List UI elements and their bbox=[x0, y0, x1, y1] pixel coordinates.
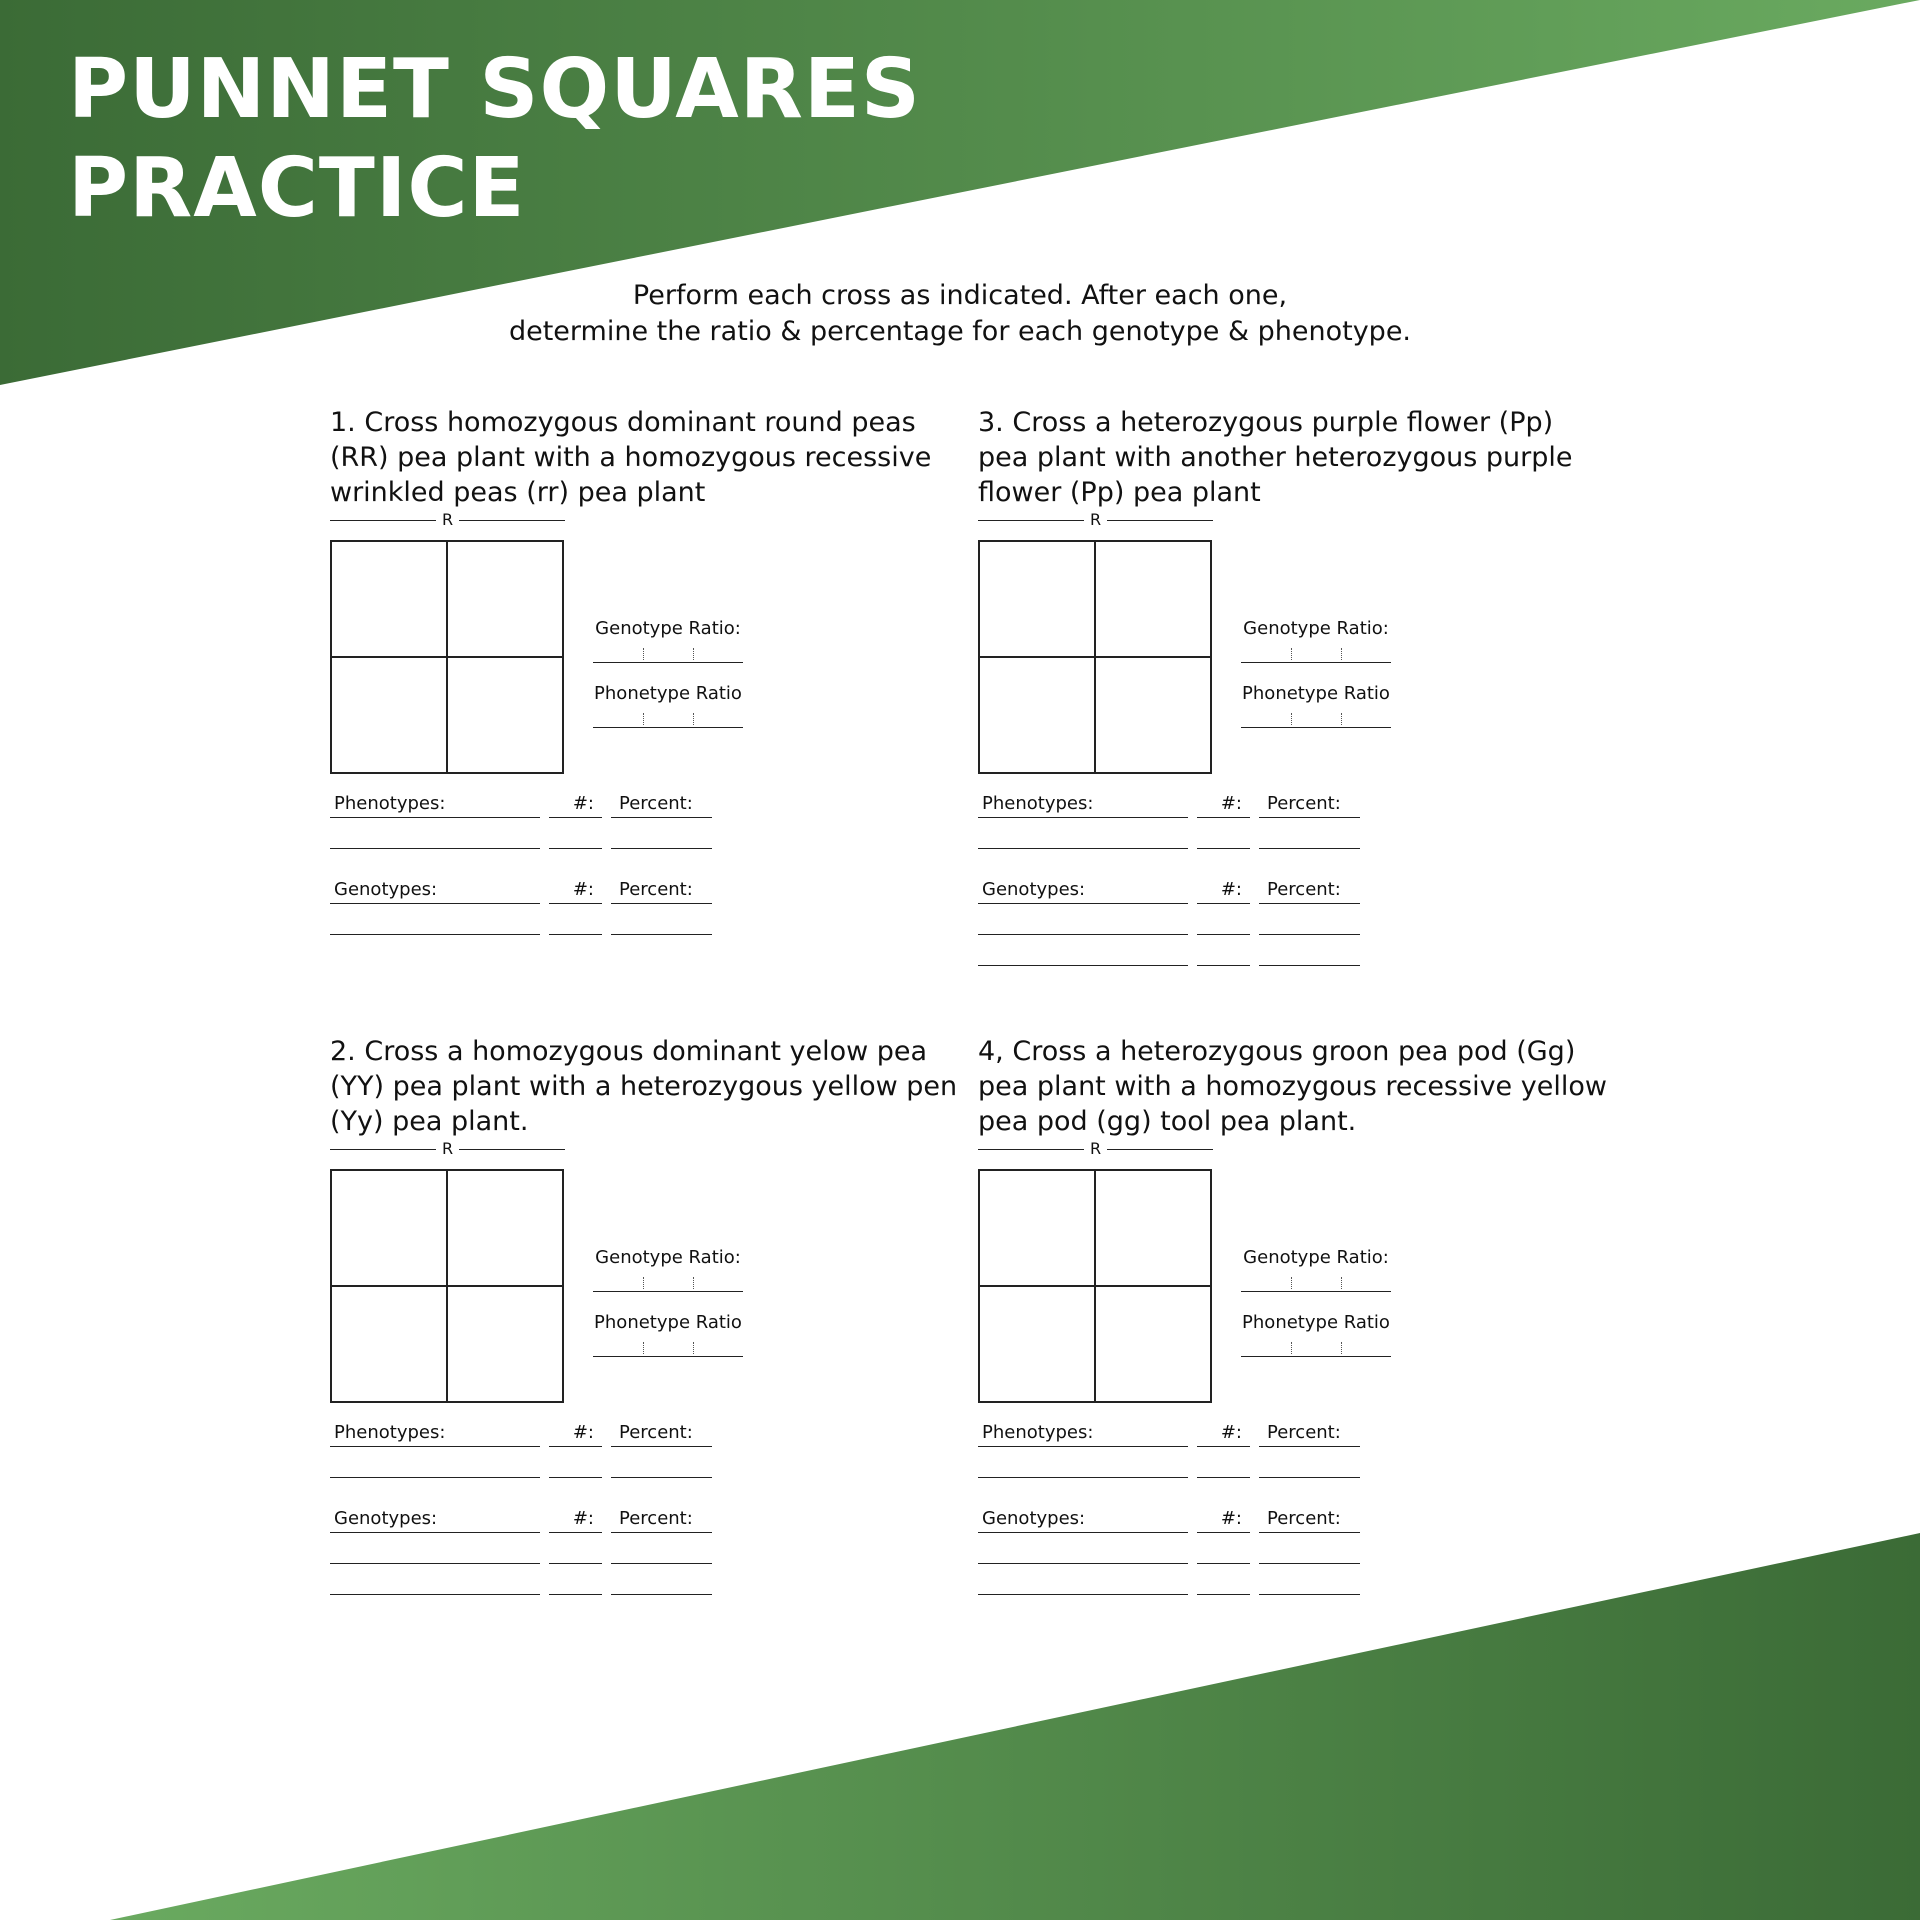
genotypes-label: Genotypes: bbox=[978, 1507, 1188, 1533]
genotype-answer-row[interactable] bbox=[978, 1564, 1362, 1595]
ratio-divider bbox=[1291, 713, 1292, 725]
phenotype-ratio-label: Phonetype Ratio bbox=[1242, 683, 1390, 704]
genotype-answer-row[interactable] bbox=[978, 1533, 1362, 1564]
genotype-ratio bbox=[593, 618, 743, 663]
page-title-line-2: PRACTICE bbox=[68, 141, 526, 236]
genotype-percent-answer[interactable] bbox=[611, 1538, 712, 1564]
genotype-table bbox=[978, 873, 1362, 966]
phenotypes-label: Phenotypes: bbox=[978, 792, 1188, 818]
genotype-ratio-label: Genotype Ratio: bbox=[1243, 618, 1389, 639]
allele-line-right bbox=[459, 1149, 565, 1150]
genotype-ratio-answer[interactable] bbox=[1241, 648, 1391, 663]
phenotype-header-row bbox=[978, 787, 1362, 818]
percent-label: Percent: bbox=[1259, 1421, 1360, 1447]
genotypes-label: Genotypes: bbox=[978, 878, 1188, 904]
instructions-line-2: determine the ratio & percentage for each genotype & phenotype. bbox=[508, 316, 1412, 347]
punnett-cell[interactable] bbox=[331, 1170, 447, 1286]
genotype-ratio-answer[interactable] bbox=[593, 1277, 743, 1292]
phenotype-ratio-answer[interactable] bbox=[1241, 713, 1391, 728]
genotype-percent-answer[interactable] bbox=[1259, 940, 1360, 966]
phenotype-ratio-answer[interactable] bbox=[1241, 1342, 1391, 1357]
phenotype-header-row bbox=[330, 1416, 714, 1447]
punnett-cell[interactable] bbox=[1095, 657, 1211, 773]
genotype-percent-answer[interactable] bbox=[1259, 909, 1360, 935]
cross-1 bbox=[330, 405, 970, 1005]
ratio-divider bbox=[643, 648, 644, 660]
phenotype-table bbox=[330, 1416, 714, 1478]
genotype-answer[interactable] bbox=[330, 1569, 540, 1595]
phenotype-header-row bbox=[330, 787, 714, 818]
count-label: #: bbox=[549, 878, 602, 904]
genotype-count-answer[interactable] bbox=[549, 1569, 602, 1595]
phenotype-percent-answer[interactable] bbox=[1259, 1452, 1360, 1478]
genotype-answer[interactable] bbox=[978, 909, 1188, 935]
punnett-square bbox=[978, 540, 1212, 774]
phenotype-ratio-label: Phonetype Ratio bbox=[1242, 1312, 1390, 1333]
cross-question: 3. Cross a heterozygous purple flower (Pp) pea plant with another heterozygous purple flower (Pp) pea plant bbox=[978, 407, 1573, 508]
page-title bbox=[68, 40, 921, 238]
punnett-cell[interactable] bbox=[447, 657, 563, 773]
genotype-ratio-answer[interactable] bbox=[593, 648, 743, 663]
ratio-divider bbox=[1291, 648, 1292, 660]
ratio-divider bbox=[1291, 1342, 1292, 1354]
genotype-answer-row[interactable] bbox=[330, 1564, 714, 1595]
count-label: #: bbox=[1197, 1421, 1250, 1447]
instructions-line-1: Perform each cross as indicated. After each one, bbox=[632, 280, 1288, 311]
genotype-ratio-label: Genotype Ratio: bbox=[1243, 1247, 1389, 1268]
genotype-percent-answer[interactable] bbox=[611, 909, 712, 935]
genotype-count-answer[interactable] bbox=[1197, 940, 1250, 966]
genotype-count-answer[interactable] bbox=[1197, 909, 1250, 935]
allele-letter: R bbox=[1089, 1139, 1102, 1158]
count-label: #: bbox=[549, 1421, 602, 1447]
phenotype-ratio-answer[interactable] bbox=[593, 1342, 743, 1357]
phenotype-ratio bbox=[1241, 1312, 1391, 1357]
phenotype-answer-row[interactable] bbox=[978, 1447, 1362, 1478]
allele-letter: R bbox=[441, 510, 454, 529]
genotype-ratio-label: Genotype Ratio: bbox=[595, 1247, 741, 1268]
phenotype-ratio bbox=[1241, 683, 1391, 728]
allele-line-right bbox=[1107, 1149, 1213, 1150]
count-label: #: bbox=[1197, 878, 1250, 904]
punnett-square bbox=[330, 1169, 564, 1403]
genotype-percent-answer[interactable] bbox=[1259, 1569, 1360, 1595]
cross-3 bbox=[978, 405, 1618, 1005]
genotype-answer-row[interactable] bbox=[978, 904, 1362, 935]
punnett-square bbox=[330, 540, 564, 774]
punnett-cell[interactable] bbox=[331, 1286, 447, 1402]
punnett-cell[interactable] bbox=[331, 657, 447, 773]
phenotype-answer-row[interactable] bbox=[978, 818, 1362, 849]
ratio-divider bbox=[1341, 648, 1342, 660]
phenotype-answer[interactable] bbox=[330, 1452, 540, 1478]
genotype-ratio bbox=[593, 1247, 743, 1292]
phenotype-percent-answer[interactable] bbox=[1259, 823, 1360, 849]
count-label: #: bbox=[1197, 792, 1250, 818]
genotype-ratio-label: Genotype Ratio: bbox=[595, 618, 741, 639]
phenotype-percent-answer[interactable] bbox=[611, 1452, 712, 1478]
ratio-divider bbox=[1291, 1277, 1292, 1289]
phenotype-count-answer[interactable] bbox=[549, 823, 602, 849]
phenotype-ratio bbox=[593, 683, 743, 728]
ratio-divider bbox=[693, 1277, 694, 1289]
allele-letter: R bbox=[1089, 510, 1102, 529]
phenotype-answer-row[interactable] bbox=[330, 1447, 714, 1478]
genotype-header-row bbox=[978, 873, 1362, 904]
genotype-answer-row[interactable] bbox=[330, 1533, 714, 1564]
genotype-answer[interactable] bbox=[978, 1538, 1188, 1564]
phenotype-percent-answer[interactable] bbox=[611, 823, 712, 849]
ratio-divider bbox=[643, 1277, 644, 1289]
punnett-cell[interactable] bbox=[331, 541, 447, 657]
phenotype-answer[interactable] bbox=[978, 823, 1188, 849]
percent-label: Percent: bbox=[1259, 792, 1360, 818]
phenotype-count-answer[interactable] bbox=[1197, 823, 1250, 849]
allele-label bbox=[978, 1139, 1213, 1159]
allele-letter: R bbox=[441, 1139, 454, 1158]
punnett-cell[interactable] bbox=[1095, 1286, 1211, 1402]
genotype-ratio-answer[interactable] bbox=[1241, 1277, 1391, 1292]
genotype-count-answer[interactable] bbox=[1197, 1569, 1250, 1595]
phenotype-table bbox=[330, 787, 714, 849]
genotype-ratio bbox=[1241, 618, 1391, 663]
genotype-table bbox=[330, 1502, 714, 1595]
phenotype-count-answer[interactable] bbox=[549, 1452, 602, 1478]
genotype-header-row bbox=[330, 1502, 714, 1533]
ratio-divider bbox=[643, 713, 644, 725]
cross-2 bbox=[330, 1034, 970, 1634]
punnett-cell[interactable] bbox=[447, 541, 563, 657]
phenotype-count-answer[interactable] bbox=[1197, 1452, 1250, 1478]
ratio-divider bbox=[693, 648, 694, 660]
punnett-cell[interactable] bbox=[979, 657, 1095, 773]
percent-label: Percent: bbox=[1259, 878, 1360, 904]
genotype-percent-answer[interactable] bbox=[611, 1569, 712, 1595]
count-label: #: bbox=[1197, 1507, 1250, 1533]
count-label: #: bbox=[549, 1507, 602, 1533]
punnett-cell[interactable] bbox=[1095, 1170, 1211, 1286]
allele-label bbox=[330, 510, 565, 530]
genotype-answer[interactable] bbox=[330, 1538, 540, 1564]
punnett-square bbox=[978, 1169, 1212, 1403]
phenotypes-label: Phenotypes: bbox=[330, 1421, 540, 1447]
instructions bbox=[0, 278, 1920, 350]
genotype-count-answer[interactable] bbox=[549, 1538, 602, 1564]
ratio-divider bbox=[1341, 1342, 1342, 1354]
phenotype-answer-row[interactable] bbox=[330, 818, 714, 849]
ratio-divider bbox=[643, 1342, 644, 1354]
genotype-count-answer[interactable] bbox=[549, 909, 602, 935]
cross-question: 1. Cross homozygous dominant round peas (RR) pea plant with a homozygous recessive wrinkled peas (rr) pea plant bbox=[330, 407, 932, 508]
ratio-divider bbox=[1341, 1277, 1342, 1289]
percent-label: Percent: bbox=[611, 1507, 712, 1533]
genotype-header-row bbox=[330, 873, 714, 904]
percent-label: Percent: bbox=[1259, 1507, 1360, 1533]
punnett-cell[interactable] bbox=[447, 1170, 563, 1286]
page-title-line-1: PUNNET SQUARES bbox=[68, 42, 921, 137]
phenotype-ratio-answer[interactable] bbox=[593, 713, 743, 728]
phenotype-ratio-label: Phonetype Ratio bbox=[594, 1312, 742, 1333]
punnett-cell[interactable] bbox=[447, 1286, 563, 1402]
genotype-count-answer[interactable] bbox=[1197, 1538, 1250, 1564]
genotype-percent-answer[interactable] bbox=[1259, 1538, 1360, 1564]
genotype-header-row bbox=[978, 1502, 1362, 1533]
cross-4 bbox=[978, 1034, 1618, 1634]
phenotype-table bbox=[978, 1416, 1362, 1478]
ratio-divider bbox=[693, 713, 694, 725]
genotype-ratio bbox=[1241, 1247, 1391, 1292]
genotype-answer-row[interactable] bbox=[330, 904, 714, 935]
genotypes-label: Genotypes: bbox=[330, 1507, 540, 1533]
phenotype-header-row bbox=[978, 1416, 1362, 1447]
percent-label: Percent: bbox=[611, 878, 712, 904]
punnett-cell[interactable] bbox=[979, 1170, 1095, 1286]
genotype-table bbox=[330, 873, 714, 935]
phenotype-ratio-label: Phonetype Ratio bbox=[594, 683, 742, 704]
punnett-cell[interactable] bbox=[979, 541, 1095, 657]
allele-label bbox=[978, 510, 1213, 530]
cross-question: 2. Cross a homozygous dominant yelow pea (YY) pea plant with a heterozygous yellow pen (Yy) pea plant. bbox=[330, 1036, 958, 1137]
cross-question: 4, Cross a heterozygous groon pea pod (Gg) pea plant with a homozygous recessive yellow pea pod (gg) tool pea plant. bbox=[978, 1036, 1607, 1137]
genotype-answer[interactable] bbox=[978, 940, 1188, 966]
genotype-answer[interactable] bbox=[978, 1569, 1188, 1595]
phenotype-ratio bbox=[593, 1312, 743, 1357]
ratio-divider bbox=[693, 1342, 694, 1354]
punnett-cell[interactable] bbox=[979, 1286, 1095, 1402]
phenotype-answer[interactable] bbox=[978, 1452, 1188, 1478]
punnett-cell[interactable] bbox=[1095, 541, 1211, 657]
phenotypes-label: Phenotypes: bbox=[978, 1421, 1188, 1447]
percent-label: Percent: bbox=[611, 1421, 712, 1447]
phenotypes-label: Phenotypes: bbox=[330, 792, 540, 818]
allele-line-right bbox=[459, 520, 565, 521]
genotypes-label: Genotypes: bbox=[330, 878, 540, 904]
count-label: #: bbox=[549, 792, 602, 818]
percent-label: Percent: bbox=[611, 792, 712, 818]
genotype-answer[interactable] bbox=[330, 909, 540, 935]
ratio-divider bbox=[1341, 713, 1342, 725]
genotype-answer-row[interactable] bbox=[978, 935, 1362, 966]
phenotype-table bbox=[978, 787, 1362, 849]
phenotype-answer[interactable] bbox=[330, 823, 540, 849]
allele-line-right bbox=[1107, 520, 1213, 521]
allele-label bbox=[330, 1139, 565, 1159]
genotype-table bbox=[978, 1502, 1362, 1595]
